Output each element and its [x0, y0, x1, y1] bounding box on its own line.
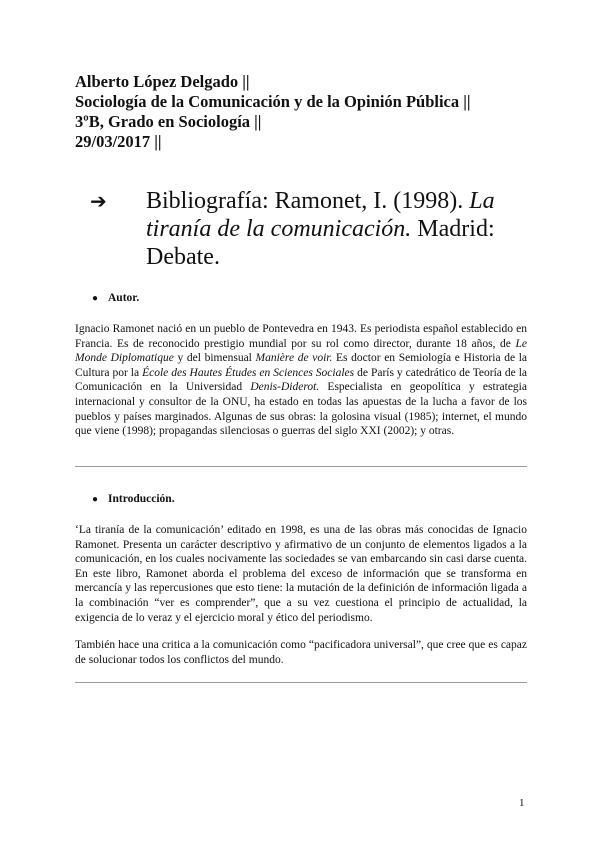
autor-italic-1: Le Monde Diplomatique	[75, 337, 527, 365]
autor-italic-3: École des Hautes Études en Sciences Sociales	[142, 366, 355, 379]
intro-heading	[92, 493, 175, 505]
autor-paragraph	[75, 322, 527, 439]
intro-heading-label: Introducción.	[108, 493, 175, 505]
date-line: 29/03/2017 ||	[75, 132, 162, 151]
autor-text-2: y del bimensual	[173, 352, 256, 365]
bullet-icon: ●	[92, 494, 99, 505]
bibliography-prefix: Bibliografía: Ramonet, I. (1998).	[146, 188, 470, 214]
document-header	[75, 72, 555, 152]
intro-paragraph-2: También hace una critica a la comunicación como “pacificadora universal”, que cree que es capaz de solucionar todos los conflictos del mundo.	[75, 639, 527, 666]
bibliography-suffix: Madrid: Debate.	[146, 216, 495, 270]
autor-text-1: Ignacio Ramonet nació en un pueblo de Pontevedra en 1943. Es periodista español establecido en Francia. Es de reconocido prestigio mundial por su rol como director, durante 18 años, de	[75, 323, 527, 350]
course-line: Sociología de la Comunicación y de la Opinión Pública ||	[75, 92, 471, 111]
group-line: 3ºB, Grado en Sociología ||	[75, 112, 262, 131]
section-divider	[75, 466, 527, 467]
bibliography-text	[146, 187, 526, 271]
bullet-icon: ●	[92, 293, 99, 304]
autor-text-4: de París y catedrático de Teoría de la Comunicación en la Universidad	[75, 366, 528, 394]
section-divider	[75, 682, 527, 683]
author-line: Alberto López Delgado ||	[75, 72, 250, 91]
autor-text-5: Especialista en geopolítica y estrategia internacional y consultor de la ONU, ha estado en todas las apuestas de la lucha a favor de los pueblos y países marginados. Algunas de sus obras: la golosina visual (1985); internet, el mundo que viene (1998); propagandas silenciosas o guerras del siglo XXI (2002); y otras.	[75, 381, 527, 438]
page-number: 1	[519, 797, 525, 809]
autor-italic-4: Denis-Diderot.	[250, 381, 320, 394]
autor-heading	[92, 292, 139, 304]
bibliography-title: La tiranía de la comunicación.	[146, 188, 495, 242]
autor-text-3: Es doctor en Semiología e Historia de la Cultura por la	[75, 352, 528, 379]
autor-italic-2: Manière de voir.	[255, 352, 333, 365]
intro-paragraph-1: ‘La tiranía de la comunicación’ editado en 1998, es una de las obras más conocidas de Ignacio Ramonet. Presenta un carácter descriptivo y afirmativo de un conjunto de elementos ligados a la comunicación, en los cuales nocivamente las sociedades se van embarcando sin casi darse cuenta. En este libro, Ramonet aborda el problema del exceso de información que se transforma en mercancía y las repercusiones que esto tiene: la mutación de la definición de información ligada a la combinación “ver es comprender”, que a su vez cuestiona el principio de actualidad, la exigencia de lo veraz y el ejercicio moral y ético del periodismo.	[75, 524, 527, 624]
arrow-icon: ➔	[90, 189, 107, 213]
autor-heading-label: Autor.	[108, 292, 140, 304]
